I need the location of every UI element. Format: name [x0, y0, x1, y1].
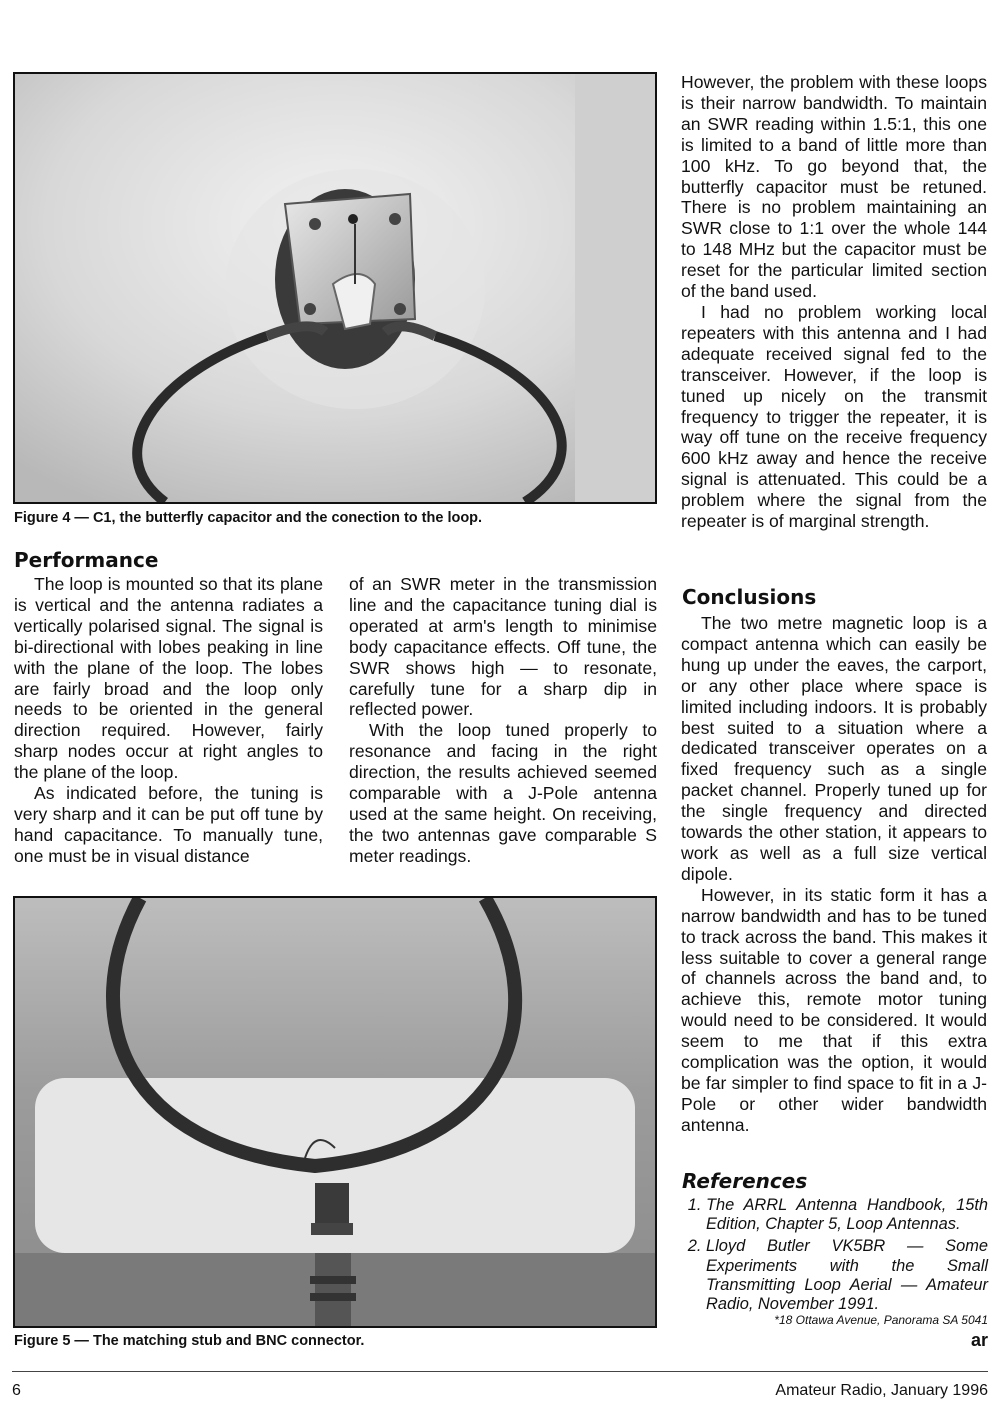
conclusions-paragraph: However, in its static form it has a narrow bandwidth and has to be tuned to track across the band. This makes it less suitable to cover a general range of channels across the band and, to achieve this, remote motor tuning would need to be considered. It would seem to me that if this extra complication was the option, it would be far simpler to find space to fit in a J-Pole or other wider bandwidth antenna.: [681, 884, 987, 1135]
references-list-container: [682, 1196, 988, 1317]
performance-col1-paragraph: The loop is mounted so that its plane is vertical and the antenna radiates a vertically polarised signal. The signal is bi-directional with lobes peaking in line with the plane of the loop. The lobes are fairly broad and the loop only needs to be oriented in the general direction required. However, fairly sharp nodes occur at right angles to the plane of the loop.: [14, 574, 323, 783]
right-column-paragraph: I had no problem working local repeaters with this antenna and I had adequate received signal fed to the transceiver. However, if the loop is tuned up nicely on the transmit frequency to trigger the repeater, it is way off tune on the receive frequency 600 kHz away and hence the receive signal is attenuated. This could be a problem where the signal from the repeater is of marginal strength.: [681, 301, 987, 532]
page-number: 6: [12, 1382, 21, 1399]
references-list: [682, 1196, 988, 1314]
figure-5-caption: Figure 5 — The matching stub and BNC connector.: [14, 1333, 365, 1349]
figure-5-illustration: [15, 898, 655, 1326]
figure-4-photo: [13, 72, 657, 504]
performance-column-2: [349, 574, 657, 867]
article-end-mark: ar: [970, 1330, 988, 1350]
conclusions-paragraph: The two metre magnetic loop is a compact antenna which can easily be hung up under the eaves, the carport, or any other place where space is limited including indoors. It is probably best suited to a situation where a dedicated transceiver operates on a fixed frequency such as a single packet channel. Properly tuned up for the single frequency and directed towards the other station, it appears to work as well as a full size vertical dipole.: [681, 613, 987, 884]
footer-rule: [12, 1371, 988, 1372]
performance-heading: Performance: [14, 548, 159, 572]
right-column-text: [681, 72, 987, 532]
figure-4-caption: Figure 4 — C1, the butterfly capacitor and the conection to the loop.: [14, 510, 483, 526]
conclusions-text: [681, 613, 987, 1136]
reference-item: 2. Lloyd Butler VK5BR — Some Experiments with the Small Transmitting Loop Aerial — Amateur Radio, November 1991.: [706, 1237, 988, 1314]
references-heading: References: [682, 1169, 808, 1193]
author-address: *18 Ottawa Avenue, Panorama SA 5041: [774, 1313, 988, 1327]
right-column-paragraph: However, the problem with these loops is their narrow bandwidth. To maintain an SWR reading within 1.5:1, this one is limited to a band of little more than 100 kHz. To go beyond that, the butterfly capacitor must be retuned. There is no problem maintaining an SWR close to 1:1 over the whole 144 to 148 MHz but the capacitor must be reset for the particular limited section of the band used.: [681, 72, 987, 302]
performance-column-1: [14, 574, 323, 867]
journal-footer: Amateur Radio, January 1996: [775, 1382, 988, 1399]
figure-5-photo: [13, 896, 657, 1328]
figure-4-illustration: [15, 74, 655, 502]
performance-col1-paragraph: As indicated before, the tuning is very sharp and it can be put off tune by hand capacitance. To manually tune, one must be in visual distance: [14, 783, 323, 866]
performance-col2-paragraph: With the loop tuned properly to resonance and facing in the right direction, the results achieved seemed comparable with a J-Pole antenna used at the same height. On receiving, the two antennas gave comparable S meter readings.: [349, 720, 657, 866]
conclusions-heading: Conclusions: [682, 585, 817, 609]
performance-col2-paragraph: of an SWR meter in the transmission line and the capacitance tuning dial is operated at arm's length to minimise body capacitance effects. Off tune, the SWR shows high — to resonate, carefully tune for a sharp dip in reflected power.: [349, 574, 657, 720]
reference-item: 1. The ARRL Antenna Handbook, 15th Edition, Chapter 5, Loop Antennas.: [706, 1196, 988, 1234]
